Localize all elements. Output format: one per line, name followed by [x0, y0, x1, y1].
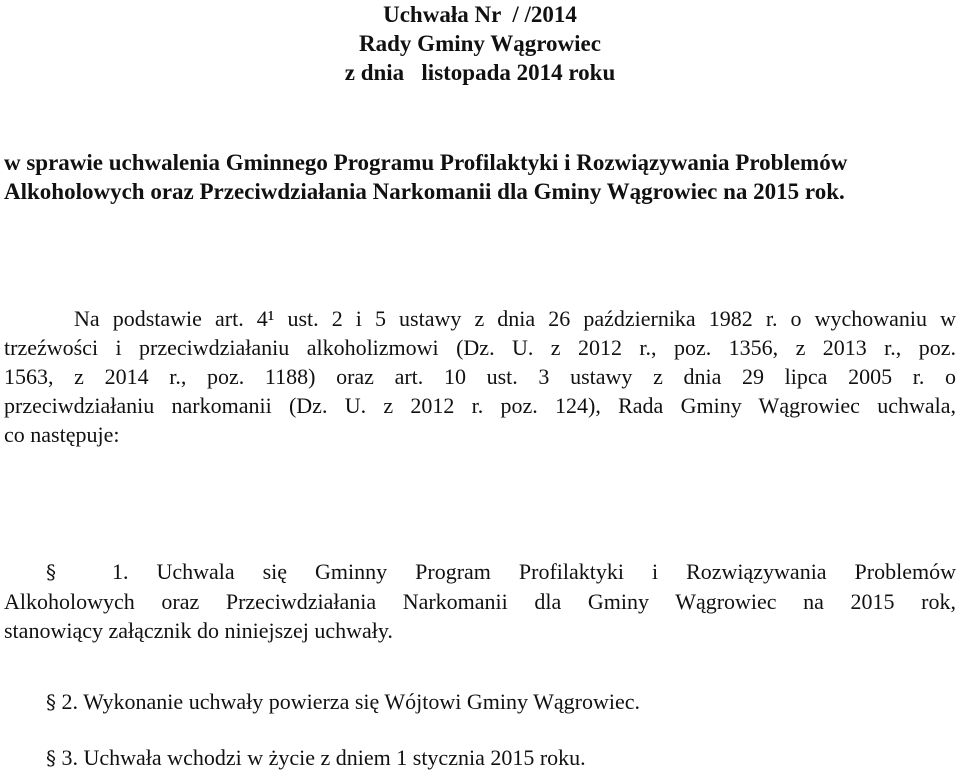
legal-basis-line-2: trzeźwości i przeciwdziałaniu alkoholizmowi (Dz. U. z 2012 r., poz. 1356, z 2013 r., poz. — [4, 335, 956, 360]
section-2 — [4, 687, 956, 717]
council-name: Rady Gminy Wągrowiec — [359, 31, 601, 56]
resolution-header — [0, 0, 960, 87]
legal-basis-line-1: Na podstawie art. 4¹ ust. 2 i 5 ustawy z dnia 26 października 1982 r. o wychowaniu w — [74, 306, 956, 331]
resolution-subject — [4, 148, 956, 206]
section-2-text: 2. Wykonanie uchwały powierza się Wójtowi Gminy Wągrowiec. — [61, 689, 640, 714]
legal-basis-line-5: co następuje: — [4, 422, 120, 447]
section-symbol: § — [46, 560, 56, 584]
section-3 — [4, 743, 956, 773]
section-symbol: § — [46, 746, 56, 770]
subject-line-2: Alkoholowych oraz Przeciwdziałania Narkomanii dla Gminy Wągrowiec na 2015 rok. — [4, 179, 845, 204]
legal-basis-line-4: przeciwdziałaniu narkomanii (Dz. U. z 2012 r. poz. 124), Rada Gminy Wągrowiec uchwala, — [4, 393, 956, 418]
subject-line-1: w sprawie uchwalenia Gminnego Programu Profilaktyki i Rozwiązywania Problemów — [4, 150, 848, 175]
section-3-text: 3. Uchwała wchodzi w życie z dniem 1 stycznia 2015 roku. — [61, 745, 586, 770]
section-1-line-2: Alkoholowych oraz Przeciwdziałania Narkomanii dla Gminy Wągrowiec na 2015 rok, — [4, 589, 956, 614]
section-1-line-1 — [4, 557, 956, 587]
legal-basis-line-3: 1563, z 2014 r., poz. 1188) oraz art. 10 ust. 3 ustawy z dnia 29 lipca 2005 r. o — [4, 364, 956, 389]
section-symbol: § — [46, 690, 56, 714]
legal-basis-paragraph — [4, 304, 956, 449]
section-1-text: 1. Uchwala się Gminny Program Profilaktyki i Rozwiązywania Problemów — [111, 559, 956, 584]
resolution-date: z dnia listopada 2014 roku — [344, 60, 616, 85]
resolution-number: Uchwała Nr / /2014 — [383, 2, 577, 27]
section-2-line — [4, 687, 956, 717]
section-3-line — [4, 743, 956, 773]
section-1 — [4, 557, 956, 645]
section-1-line-3: stanowiący załącznik do niniejszej uchwały. — [4, 618, 393, 643]
